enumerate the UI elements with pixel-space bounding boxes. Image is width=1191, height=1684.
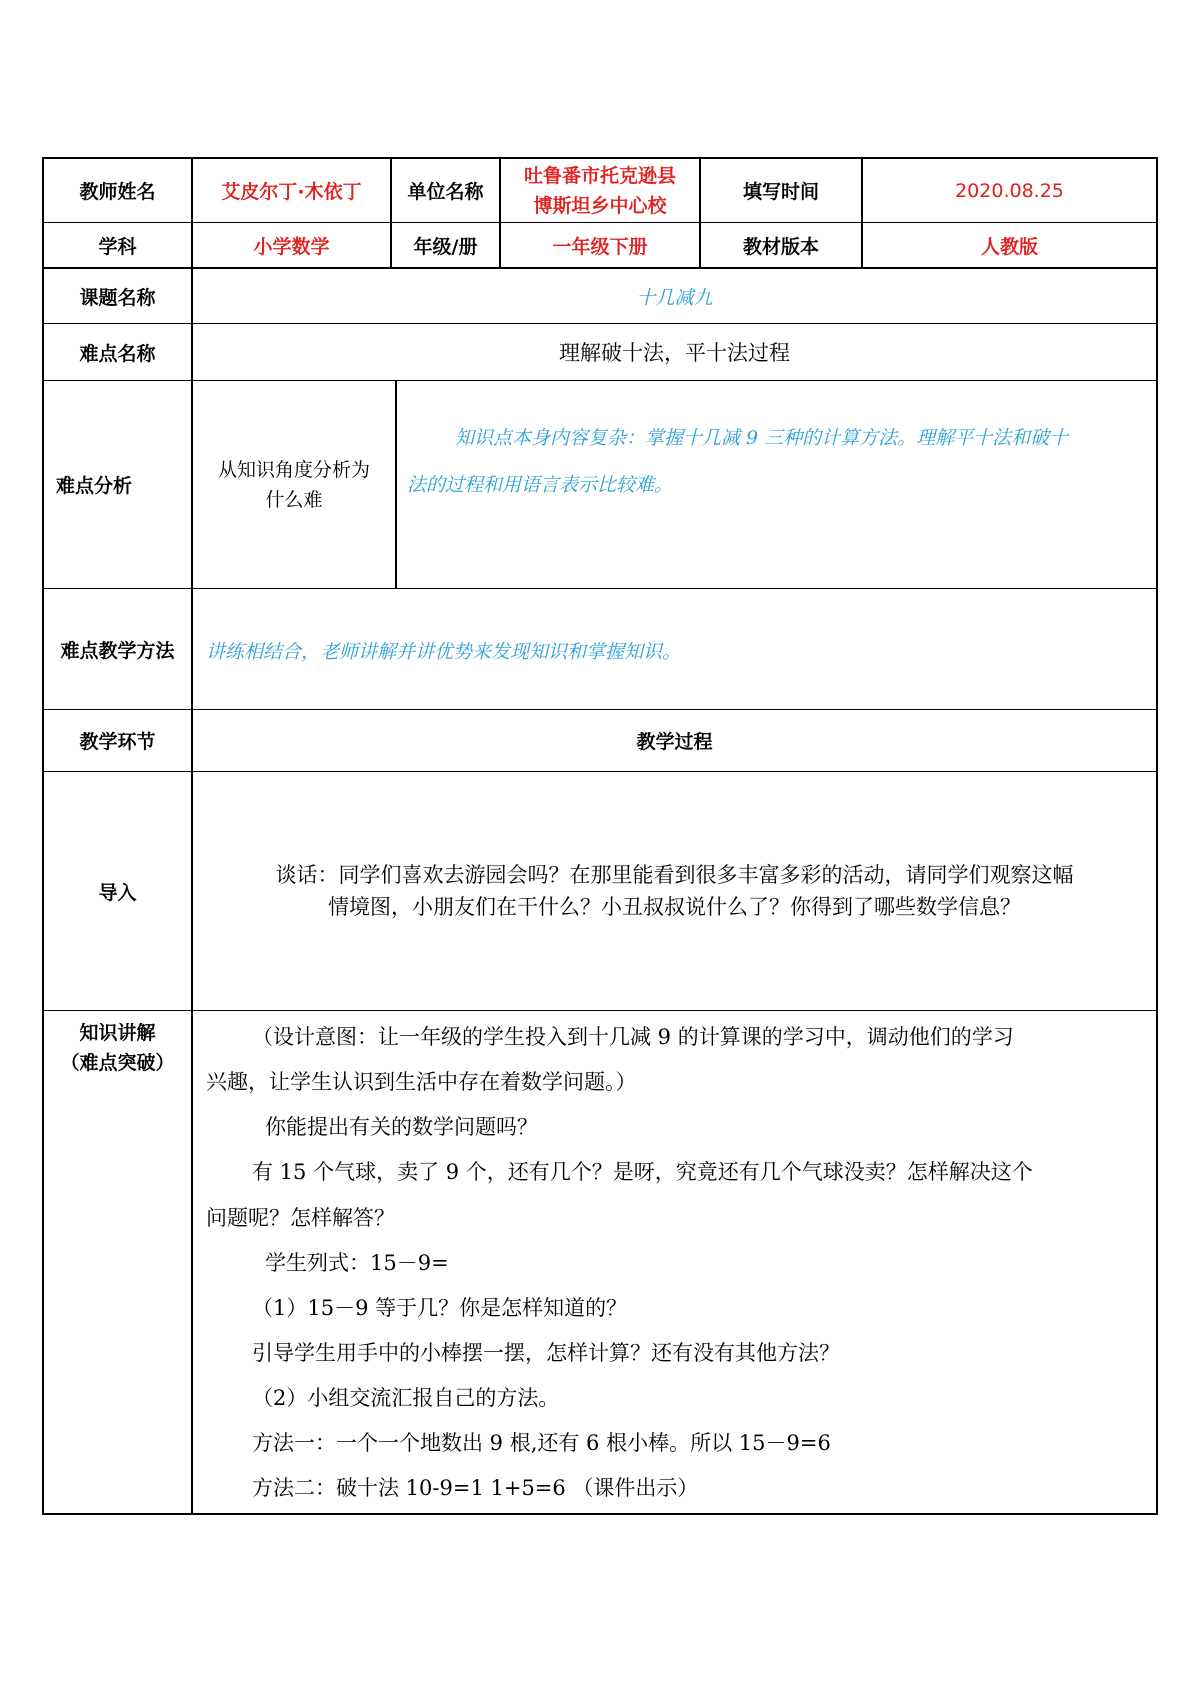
teacher-name-value: 艾皮尔丁·木依丁 <box>221 181 362 203</box>
unit-name-value <box>501 159 699 222</box>
analysis-sublabel-line: 从知识角度分析为 <box>217 458 370 481</box>
lecture-line: 兴趣，让学生认识到生活中存在着数学问题。） <box>206 1070 637 1094</box>
lecture-line: （2）小组交流汇报自己的方法。 <box>252 1386 560 1410</box>
intro-label: 导入 <box>98 881 137 904</box>
grade-label: 年级/册 <box>413 235 478 258</box>
process-value: 教学过程 <box>636 731 713 753</box>
unit-name-label: 单位名称 <box>407 181 484 203</box>
table-border <box>395 380 397 589</box>
method-label: 难点教学方法 <box>60 639 175 662</box>
teacher-name-label: 教师姓名 <box>79 181 156 203</box>
method-value: 讲练相结合，老师讲解并讲优势来发现知识和掌握知识。 <box>206 641 682 663</box>
edition-value: 人教版 <box>980 235 1038 258</box>
subject-value: 小学数学 <box>253 235 330 258</box>
intro-text-line: 情境图，小朋友们在干什么？小丑叔叔说什么了？你得到了哪些数学信息？ <box>328 895 1021 919</box>
lecture-line: （1）15－9 等于几？你是怎样知道的？ <box>252 1296 628 1320</box>
fill-date-value: 2020.08.25 <box>955 179 1064 202</box>
lecture-line: 你能提出有关的数学问题吗？ <box>265 1115 538 1139</box>
table-border <box>42 1513 1158 1515</box>
process-label: 教学环节 <box>79 731 156 753</box>
lecture-label-line: 知识讲解 <box>79 1022 156 1044</box>
lecture-line: 学生列式：15－9= <box>265 1251 449 1275</box>
grade-value: 一年级下册 <box>552 235 648 258</box>
intro-text <box>193 772 1156 1010</box>
analysis-text-line: 法的过程和用语言表示比较难。 <box>407 474 674 496</box>
fill-date-label: 填写时间 <box>742 181 819 203</box>
lecture-line: 引导学生用手中的小棒摆一摆，怎样计算？还有没有其他方法？ <box>252 1341 840 1365</box>
lecture-line: 方法二：破十法 10-9=1 1+5=6 （课件出示） <box>252 1476 699 1500</box>
lecture-line: 有 15 个气球，卖了 9 个，还有几个？是呀，究竟还有几个气球没卖？怎样解决这个 <box>252 1160 1033 1184</box>
edition-label: 教材版本 <box>742 235 819 258</box>
table-border <box>42 1010 1158 1011</box>
analysis-sublabel <box>193 381 395 588</box>
topic-value: 十几减九 <box>636 286 713 309</box>
unit-name-line: 吐鲁番市托克逊县 <box>523 164 676 187</box>
lecture-line: 方法一：一个一个地数出 9 根,还有 6 根小棒。所以 15－9=6 <box>252 1431 831 1455</box>
lecture-label-line: （难点突破） <box>60 1052 175 1074</box>
table-border <box>42 588 1158 589</box>
intro-text-line: 谈话：同学们喜欢去游园会吗？在那里能看到很多丰富多彩的活动，请同学们观察这幅 <box>275 863 1074 887</box>
analysis-label: 难点分析 <box>56 475 133 497</box>
analysis-text-line: 知识点本身内容复杂：掌握十几减 9 三种的计算方法。理解平十法和破十 <box>455 427 1069 449</box>
topic-label: 课题名称 <box>79 286 156 309</box>
difficulty-label: 难点名称 <box>79 342 156 365</box>
analysis-sublabel-line: 什么难 <box>265 488 323 511</box>
lecture-label <box>44 1012 191 1082</box>
lecture-line: （设计意图：让一年级的学生投入到十几减 9 的计算课的学习中，调动他们的学习 <box>252 1025 1014 1049</box>
table-border <box>1156 157 1158 1515</box>
subject-label: 学科 <box>98 235 137 258</box>
difficulty-value: 理解破十法，平十法过程 <box>559 341 790 365</box>
unit-name-line: 博斯坦乡中心校 <box>533 194 667 217</box>
lecture-line: 问题呢？怎样解答？ <box>206 1206 395 1230</box>
